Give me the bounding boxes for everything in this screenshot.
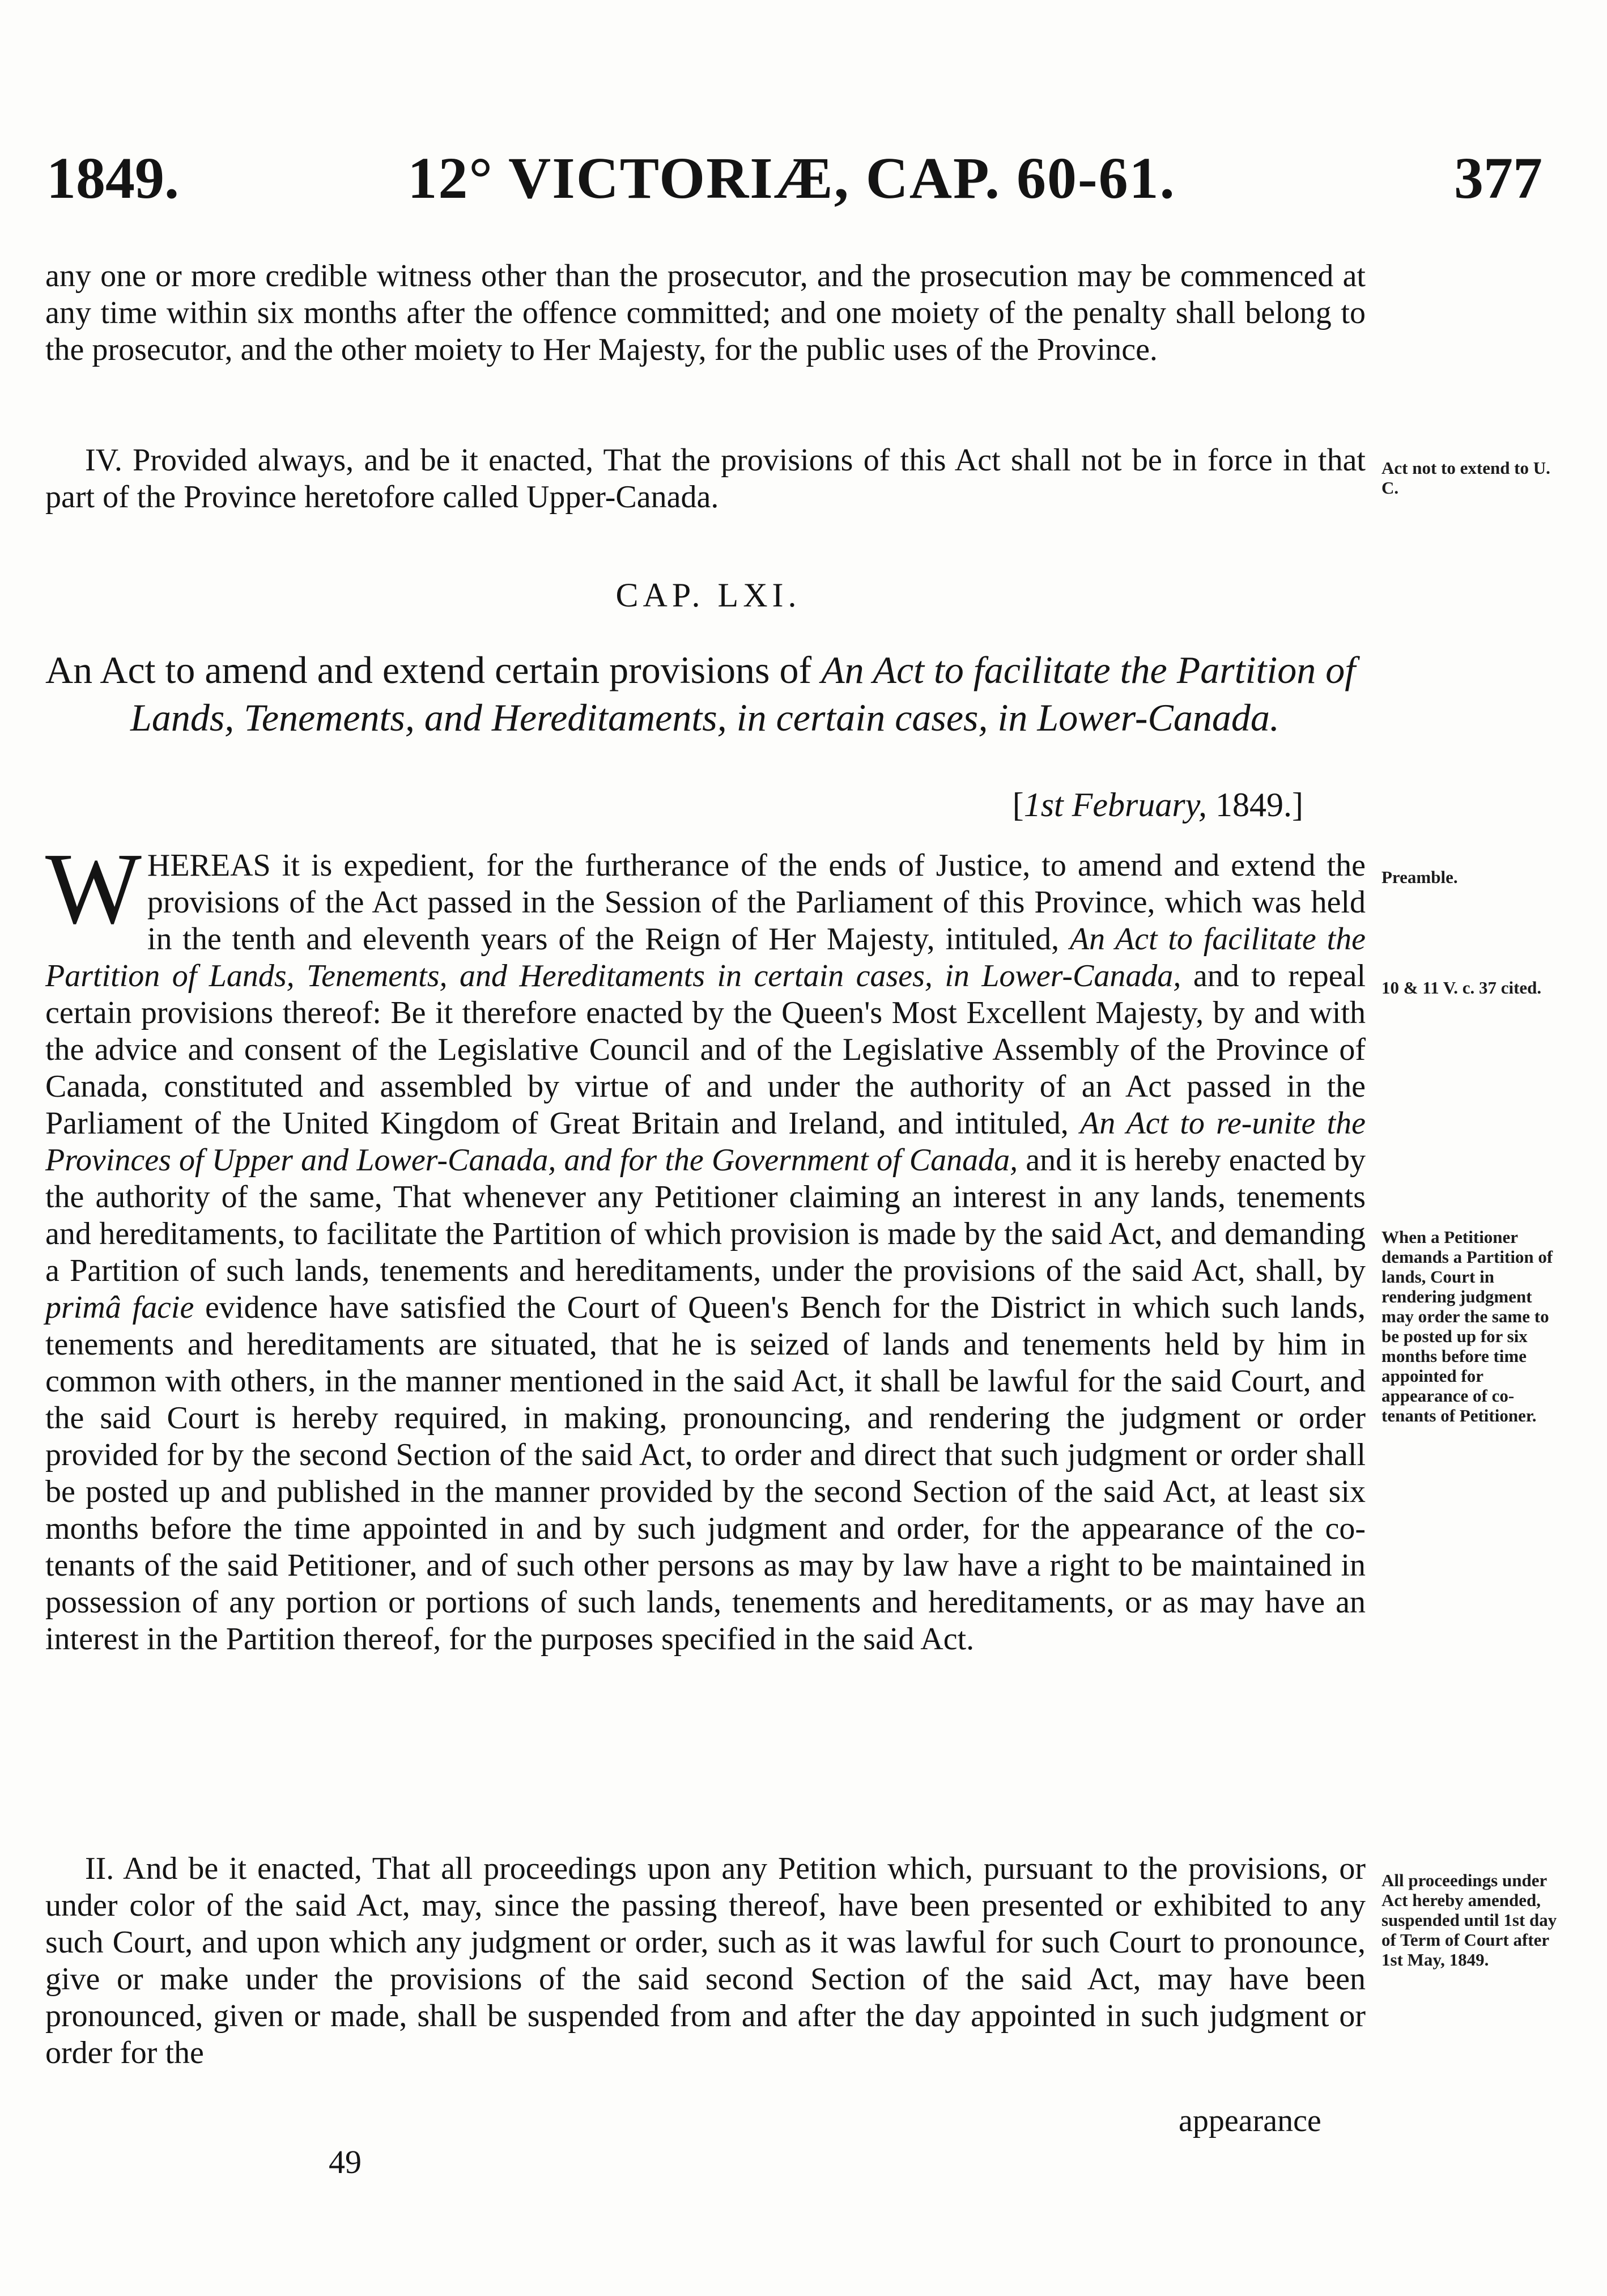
- section-ii-block: [45, 1851, 1366, 2072]
- act-title: [45, 646, 1383, 741]
- act-title-italic: An Act to facilitate the Partition of Lands, Tenements, and Hereditaments, in certain cases, in Lower-Canada.: [130, 648, 1356, 739]
- running-head-year: 1849.: [46, 146, 179, 211]
- running-head-title: 12° VICTORIÆ, CAP. 60-61.: [407, 146, 1176, 211]
- act-date-year: 1849.]: [1207, 786, 1303, 824]
- section-ii-text: II. And be it enacted, That all proceedings upon any Petition which, pursuant to the provisions, or under color of the said Act, may, since the passing thereof, have been presented or exhibited to any such Court, and upon which any judgment or order, such as it was lawful for such Court to pronounce, give or make under the provisions of the said second Section of the said Act, may have been pronounced, given or made, shall be suspended from and after the day appointed in such judgment or order for the: [45, 1851, 1366, 2070]
- section-iv-text: IV. Provided always, and be it enacted, That the provisions of this Act shall not be in force in that part of the Province heretofore called Upper-Canada.: [45, 443, 1366, 515]
- preamble-text: [45, 832, 1366, 1658]
- page-number: 377: [1454, 146, 1542, 211]
- preamble-part-4: evidence have satisfied the Court of Queen's Bench for the District in which such lands, tenements and hereditaments are situated, that he is seized of lands and tenements held by him in common with others, in the manner mentioned in the said Act, it shall be lawful for the said Court, and the said Court is hereby required, in making, pronouncing, and rendering the judgment or order provided for by the second Section of the said Act, to order and direct that such judgment or order shall be posted up and published in the manner provided by the second Section of the said Act, at least six months before the time appointed in and by such judgment and order, for the appearance of the co-tenants of the said Petitioner, and of such other persons as may by law have a right to be maintained in possession of any portion or portions of such lands, tenements and hereditaments, or as may have an interest in the Partition thereof, for the purposes specified in the said Act.: [45, 1290, 1366, 1657]
- margin-note-proceedings-suspended: All proceedings under Act hereby amended, suspended until 1st day of Term of Court after 1st May, 1849.: [1381, 1870, 1557, 1970]
- act-title-prefix: An Act to amend and extend certain provisions of: [45, 648, 822, 691]
- margin-note-preamble: Preamble.: [1381, 867, 1458, 887]
- margin-note-petitioner-partition: When a Petitioner demands a Partition of lands, Court in rendering judgment may order the same to be posted up for six months before time appointed for appearance of co-tenants of Petitioner.: [1381, 1227, 1553, 1425]
- preamble-italic-3: primâ facie: [45, 1290, 194, 1325]
- chapter-heading: CAP. LXI.: [615, 576, 801, 614]
- continuation-paragraph-block: [45, 258, 1366, 368]
- act-date: [907, 782, 1303, 827]
- running-head: [46, 142, 1542, 215]
- preamble-part-3: and it is hereby enacted by the authority of the same, That whenever any Petitioner claiming an interest in any lands, tenements and hereditaments, to facilitate the Partition of which provision is made by the said Act, and demanding a Partition of such lands, tenements and hereditaments, under the provisions of the said Act, shall, by: [45, 1143, 1366, 1288]
- preamble-italic-1: An Act to facilitate the Partition of Lands, Tenements, and Hereditaments in certain cases, in Lower-Canada,: [45, 922, 1366, 994]
- act-date-open: [: [1012, 786, 1024, 824]
- preamble-block: [45, 832, 1366, 1658]
- preamble-part-1: HEREAS it is expedient, for the furtherance of the ends of Justice, to amend and extend the provisions of the Act passed in the Session of the Parliament of this Province, which was held in the tenth and eleventh years of the Reign of Her Majesty, intituled,: [147, 848, 1366, 957]
- section-iv-block: [45, 442, 1366, 516]
- preamble-part-2: and to repeal certain provisions thereof: Be it therefore enacted by the Queen's Most Excellent Majesty, by and with the advice and consent of the Legislative Council and of the Legislative Assembly of the Province of Canada, constituted and assembled by virtue of and under the authority of an Act passed in the Parliament of the United Kingdom of Great Britain and Ireland, and intituled,: [45, 958, 1366, 1141]
- margin-note-act-not-to-extend: Act not to extend to U. C.: [1381, 458, 1550, 498]
- margin-note-act-cited: 10 & 11 V. c. 37 cited.: [1381, 978, 1542, 998]
- drop-cap-letter: W: [45, 832, 142, 945]
- preamble-italic-2: An Act to re-unite the Provinces of Upper and Lower-Canada, and for the Government of Canada,: [45, 1106, 1366, 1178]
- act-date-italic: 1st February,: [1023, 786, 1208, 824]
- catchword: appearance: [1179, 2103, 1321, 2138]
- continuation-paragraph: any one or more credible witness other than the prosecutor, and the prosecution may be commenced at any time within six months after the offence committed; and one moiety of the penalty shall belong to the prosecutor, and the other moiety to Her Majesty, for the public uses of the Province.: [45, 258, 1366, 367]
- folio-signature: 49: [329, 2144, 362, 2180]
